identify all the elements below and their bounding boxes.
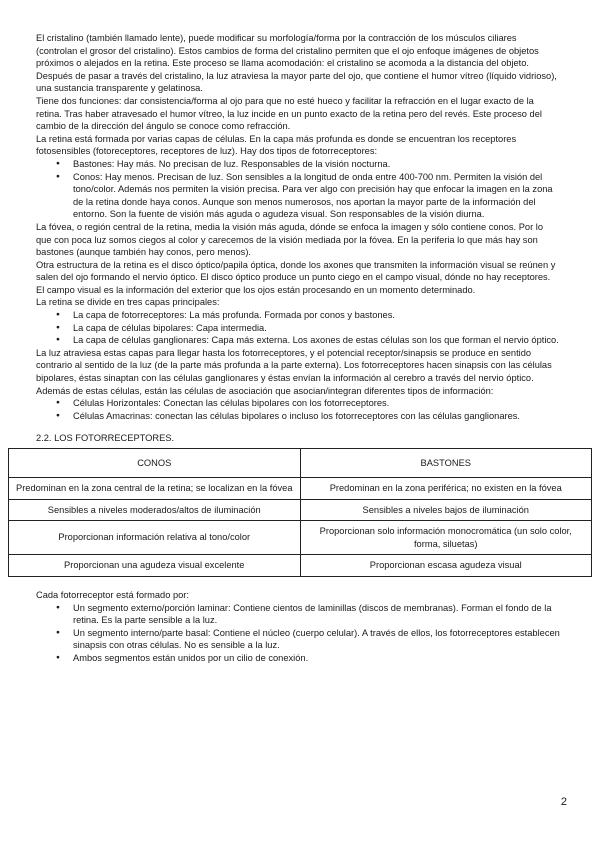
list-item-segmento-interno: ● Un segmento interno/parte basal: Contiene el núcleo (cuerpo celular). A través de ellos, los fotorreceptores establecen sinapsis con otras células. No es sensible a la luz. [73, 627, 560, 652]
table-cell: Proporcionan una agudeza visual excelente [9, 555, 301, 577]
list-item-layer-bipolares: ● La capa de células bipolares: Capa intermedia. [73, 322, 560, 335]
list-item-layer-fotorreceptores: ● La capa de fotorreceptores: La más profunda. Formada por conos y bastones. [73, 309, 560, 322]
association-cells-list [36, 397, 560, 422]
table-cell: Predominan en la zona central de la retina; se localizan en la fóvea [9, 478, 301, 500]
table-cell: Proporcionan escasa agudeza visual [300, 555, 592, 577]
table-cell: Sensibles a niveles moderados/altos de iluminación [9, 499, 301, 521]
paragraph-cristalino: El cristalino (también llamado lente), puede modificar su morfología/forma por la contracción de los músculos ciliares (controlan el grosor del cristalino). Estos cambios de forma del cristalino permiten que el ojo enfoque imágenes de objetos próximos o alejados en la retina. Este proceso se llama acomodación: el cristalino se acomoda a la distancia del objeto. [36, 33, 539, 69]
list-item-segmento-externo: ● Un segmento externo/porción laminar: Contiene cientos de laminillas (discos de membranas). Forman el fondo de la retina. Es la parte sensible a la luz. [73, 602, 560, 627]
list-item-conos: ● Conos: Hay menos. Precisan de luz. Son sensibles a la longitud de onda entre 400-700 nm. Permiten la visión del tono/color. Además nos permiten la visión precisa. Para ver algo con precisión hay que enfocar la imagen en la zona de la retina donde haya conos. Aunque son menos numerosos, nos aportan la mayor parte de la información del entorno. Son la fuente de visión más aguda o agudeza visual. Son responsables de la visión diurna. [73, 171, 560, 221]
receptor-types-list [36, 158, 560, 221]
table-header-conos: CONOS [9, 449, 301, 478]
section-title: 2.2. LOS FOTORRECEPTORES. [36, 433, 175, 444]
table-row [9, 555, 592, 577]
table-cell: Sensibles a niveles bajos de iluminación [300, 499, 592, 521]
table-row [9, 521, 592, 555]
list-item-horizontales: ● Células Horizontales: Conectan las células bipolares con los fotorreceptores. [73, 397, 560, 410]
table-cell: Predominan en la zona periférica; no existen en la fóvea [300, 478, 592, 500]
segments-list [36, 602, 560, 665]
paragraph-fovea: La fóvea, o región central de la retina, media la visión más aguda, dónde se enfoca la imagen y sólo contiene conos. Por lo que con poca luz somos ciegos al color y carecemos de la visión mediada por la fóvea. En la periferia lo que más hay son bastones (aunque también hay conos, pero menos). [36, 221, 543, 258]
retina-layers-list [36, 309, 560, 347]
table-header-bastones: BASTONES [300, 449, 592, 478]
table-row [9, 499, 592, 521]
list-item-bastones: ● Bastones: Hay más. No precisan de luz. Responsables de la visión nocturna. [73, 158, 560, 171]
table-cell: Proporcionan información relativa al tono/color [9, 521, 301, 555]
paragraph-disco-optico: Otra estructura de la retina es el disco óptico/papila óptica, donde los axones que transmiten la información visual se reúnen y salen del ojo formando el nervio óptico. El disco óptico produce un punto ciego en el campo visual, dónde no hay receptores. El campo visual es la información del exterior que los ojos están procesando en un momento determinado. [36, 259, 556, 295]
table-cell: Proporcionan solo información monocromática (un solo color, forma, siluetas) [300, 521, 592, 555]
paragraph-cada-fotorreceptor: Cada fotorreceptor está formado por: [36, 589, 189, 600]
paragraph-tres-capas: La retina se divide en tres capas principales: [36, 297, 220, 308]
list-item-layer-ganglionares: ● La capa de células ganglionares: Capa más externa. Los axones de estas células son los que forman el nervio óptico. [73, 334, 560, 347]
paragraph-funciones: Tiene dos funciones: dar consistencia/forma al ojo para que no esté hueco y facilitar la refracción en el lugar exacto de la retina. Tras haber atravesado el humor vítreo, la luz incide en un punto exacto de la retina pero del revés. Este proceso del cambio de la dirección del ángulo se conoce como refracción. [36, 95, 542, 132]
page-number: 2 [560, 796, 567, 808]
paragraph-humor-vitreo: Después de pasar a través del cristalino, la luz atraviesa la mayor parte del ojo, que contiene el humor vítreo (líquido vidrioso), una sustancia transparente y gelatinosa. [36, 70, 557, 94]
paragraph-asociacion: Además de estas células, están las células de asociación que asocian/integran diferentes tipos de información: [36, 385, 494, 396]
comparison-table [8, 448, 592, 577]
list-item-cilio: ● Ambos segmentos están unidos por un cilio de conexión. [73, 652, 560, 665]
table-row [9, 478, 592, 500]
paragraph-luz-capas: La luz atraviesa estas capas para llegar hasta los fotorreceptores, y el potencial receptor/sinapsis se produce en sentido contrario al sentido de la luz (de la parte más profunda a la parte externa). Los fotorreceptores hacen sinapsis con las células bipolares, éstas sinaptan con las células ganglionares y éstas envían la información al cerebro a través del nervio óptico. [36, 347, 552, 384]
table-header-row [9, 449, 592, 478]
list-item-amacrinas: ● Células Amacrinas: conectan las células bipolares o incluso los fotorreceptores con las células ganglionares. [73, 410, 560, 423]
paragraph-retina-capas: La retina está formada por varias capas de células. En la capa más profunda es donde se encuentran los receptores fotosensibles (fotoreceptores, receptores de luz). Hay dos tipos de fotorreceptores: [36, 133, 517, 157]
